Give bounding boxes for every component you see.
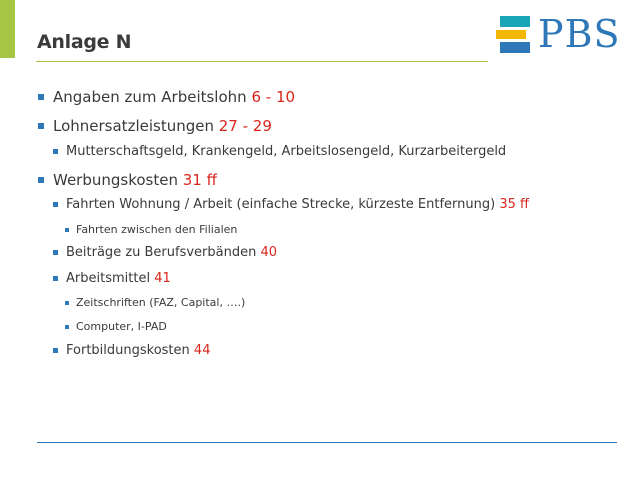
item-text: Beiträge zu Berufsverbänden <box>66 245 257 260</box>
item-text: Arbeitsmittel <box>66 271 151 286</box>
item-text: Fahrten zwischen den Filialen <box>76 223 238 236</box>
item-text: Mutterschaftsgeld, Krankengeld, Arbeitslosengeld, Kurzarbeitergeld <box>66 144 507 159</box>
bullet-icon <box>53 276 58 281</box>
item-reference: 27 - 29 <box>218 117 272 135</box>
list-item <box>65 320 167 333</box>
bullet-icon <box>53 202 58 207</box>
list-item <box>38 171 217 189</box>
item-reference: 44 <box>193 343 211 358</box>
slide-title: Anlage N <box>37 31 132 53</box>
list-item <box>65 223 237 236</box>
item-text: Computer, I-PAD <box>76 320 167 333</box>
bullet-icon <box>38 94 44 100</box>
bullet-icon <box>65 228 69 232</box>
list-item <box>53 197 529 212</box>
bullet-icon <box>38 123 44 129</box>
bullet-icon <box>53 149 58 154</box>
bullet-icon <box>53 250 58 255</box>
pbs-logo-mark-icon <box>496 15 532 53</box>
list-item <box>53 245 277 260</box>
list-item <box>53 343 210 358</box>
list-item <box>65 296 245 309</box>
list-item <box>53 144 506 159</box>
accent-bar <box>0 0 15 58</box>
item-reference: 6 - 10 <box>251 88 296 106</box>
logo-text: PBS <box>538 12 621 56</box>
item-text: Zeitschriften (FAZ, Capital, ….) <box>76 296 246 309</box>
bullet-icon <box>38 177 44 183</box>
item-reference: 35 ff <box>499 197 529 212</box>
footer-divider <box>37 442 617 443</box>
list-item <box>53 271 171 286</box>
pbs-logo <box>496 12 622 56</box>
bullet-icon <box>53 348 58 353</box>
item-text: Angaben zum Arbeitslohn <box>53 88 247 106</box>
item-reference: 31 ff <box>182 171 217 189</box>
item-text: Fortbildungskosten <box>66 343 190 358</box>
item-reference: 41 <box>154 271 171 286</box>
bullet-icon <box>65 301 69 305</box>
title-divider <box>36 61 488 62</box>
item-reference: 40 <box>260 245 278 260</box>
item-text: Werbungskosten <box>53 171 178 189</box>
list-item <box>38 88 295 106</box>
list-item <box>38 117 272 135</box>
item-text: Lohnersatzleistungen <box>53 117 214 135</box>
bullet-icon <box>65 325 69 329</box>
item-text: Fahrten Wohnung / Arbeit (einfache Strecke, kürzeste Entfernung) <box>66 197 496 212</box>
